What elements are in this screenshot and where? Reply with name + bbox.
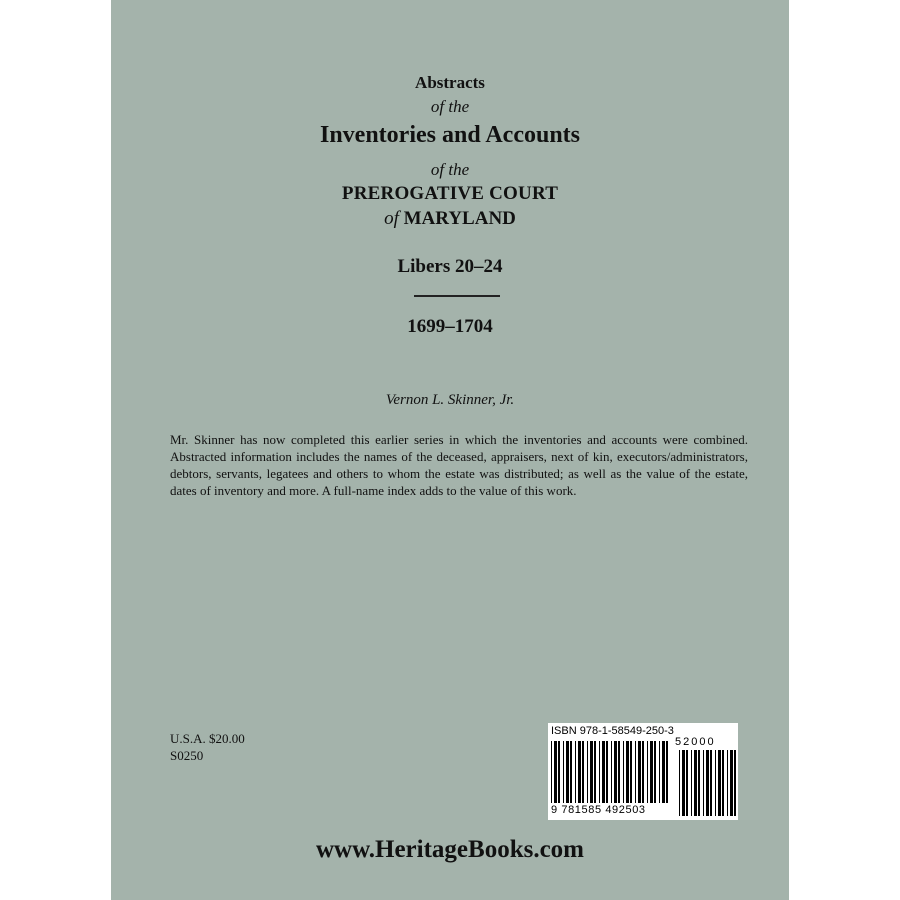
barcode-bar [734,750,736,816]
barcode-bar [558,741,560,803]
barcode-digits: 9 781585 492503 [551,804,646,816]
publisher-website: www.HeritageBooks.com [315,836,585,863]
barcode-bar [635,741,636,803]
book-back-cover [111,0,789,900]
barcode-bar [698,750,700,816]
book-description: Mr. Skinner has now completed this earlier series in which the inventories and accounts were combined. Abstracted information includes the names of the deceased, appraisers, next of kin, executors/administrators, debtors, servants, legatees and others to whom the estate was distributed; as well as the value of the estate, dates of inventory and more. A full-name index adds to the value of this work. [170,432,748,498]
barcode-bar [599,741,600,803]
barcode-bar [654,741,656,803]
barcode-bar [606,741,608,803]
title-line-of-the-1: of the [430,97,470,116]
barcode-bar [722,750,724,816]
barcode-bar [582,741,584,803]
price-code: 52000 [675,736,716,748]
barcode-bar [694,750,697,816]
barcode-bar [638,741,641,803]
state-prefix: of [384,208,399,229]
barcode-bar [703,750,704,816]
barcode-bar [730,750,733,816]
barcode-bar [666,741,668,803]
barcode-bar [710,750,712,816]
barcode-bar [715,750,716,816]
barcode-bar [650,741,653,803]
title-line-abstracts: Abstracts [415,73,485,92]
main-title: Inventories and Accounts [319,122,581,148]
state-name: MARYLAND [403,208,516,229]
barcode-bar [647,741,648,803]
isbn-barcode [548,723,738,820]
author-name: Vernon L. Skinner, Jr. [385,392,515,408]
barcode-bar [563,741,564,803]
product-code: S0250 [170,748,204,763]
state-title [111,208,789,230]
barcode-bar [626,741,629,803]
barcode-bar [611,741,612,803]
barcode-bar [630,741,632,803]
barcode-bar [662,741,665,803]
barcode-bar [642,741,644,803]
barcode-bar [706,750,709,816]
barcode-bar [614,741,617,803]
barcode-bar [679,750,680,816]
price-block [170,730,245,764]
barcode-bar [618,741,620,803]
barcode-bar [659,741,660,803]
barcode-bar [570,741,572,803]
barcode-bar [691,750,692,816]
year-range: 1699–1704 [407,316,493,337]
barcode-bar [602,741,605,803]
barcode-bar [587,741,588,803]
barcode-bar [682,750,685,816]
barcode-bar [590,741,593,803]
title-line-of-the-2: of the [430,160,470,179]
price-label: U.S.A. $20.00 [170,731,245,746]
barcode-bar [718,750,721,816]
barcode-bar [594,741,596,803]
barcode-bar [727,750,728,816]
court-title: PREROGATIVE COURT [341,183,559,204]
isbn-text: ISBN 978-1-58549-250-3 [551,725,674,737]
libers-label: Libers 20–24 [397,256,503,277]
barcode-bar [551,741,552,803]
divider-rule [414,295,500,297]
barcode-bar [578,741,581,803]
barcode-bar [554,741,557,803]
barcode-bar [623,741,624,803]
barcode-bar [566,741,569,803]
barcode-bar [686,750,688,816]
barcode-bar [575,741,576,803]
